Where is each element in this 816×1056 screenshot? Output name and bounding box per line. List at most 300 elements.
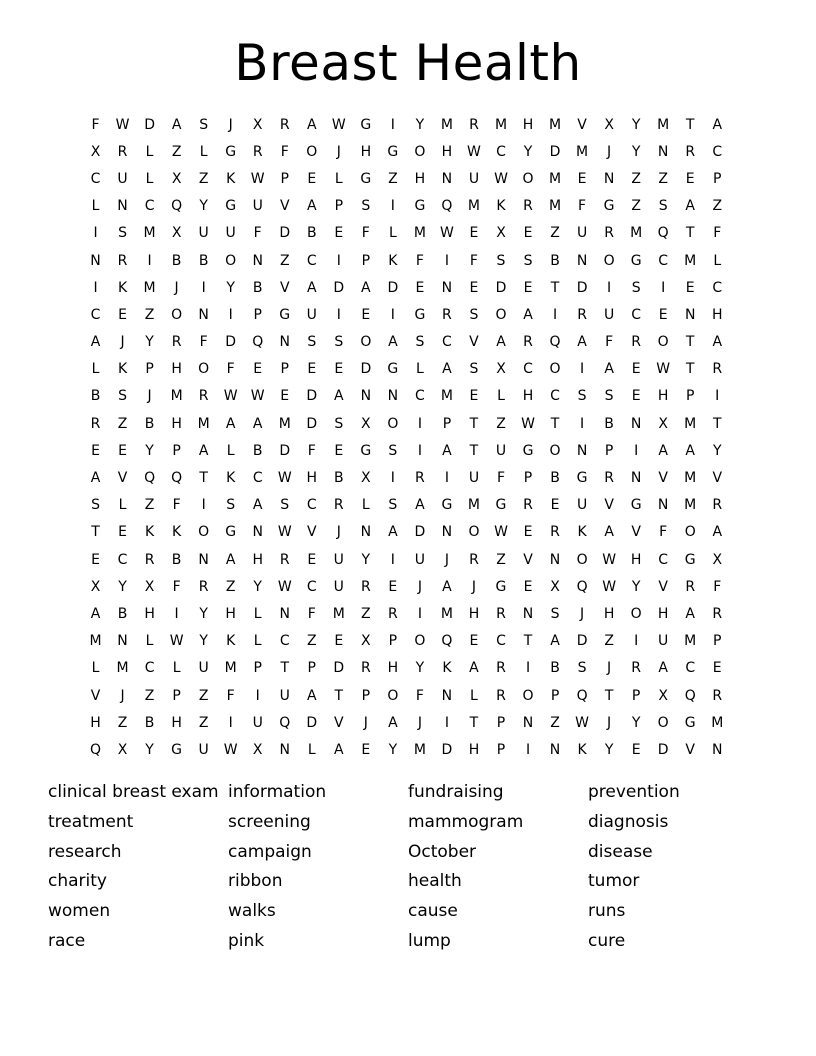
grid-letter[interactable]: R xyxy=(279,551,290,568)
grid-letter[interactable]: E xyxy=(523,279,533,296)
grid-letter[interactable]: S xyxy=(388,497,398,514)
grid-letter[interactable]: R xyxy=(712,497,723,514)
grid-letter[interactable]: Q xyxy=(549,334,561,351)
grid-letter[interactable]: K xyxy=(226,470,236,487)
grid-letter[interactable]: M xyxy=(89,633,102,650)
grid-letter[interactable]: L xyxy=(713,252,722,269)
grid-letter[interactable]: E xyxy=(118,306,127,323)
grid-letter[interactable]: O xyxy=(414,633,426,650)
grid-letter[interactable]: N xyxy=(441,279,453,296)
grid-letter[interactable]: Z xyxy=(712,198,723,215)
grid-letter[interactable]: E xyxy=(712,660,722,677)
grid-letter[interactable]: M xyxy=(332,605,345,622)
grid-letter[interactable]: T xyxy=(469,442,479,459)
grid-letter[interactable]: B xyxy=(306,225,317,242)
grid-letter[interactable]: N xyxy=(198,306,209,323)
grid-letter[interactable]: Y xyxy=(253,578,262,595)
grid-letter[interactable]: N xyxy=(441,170,453,187)
grid-letter[interactable]: E xyxy=(91,551,100,568)
grid-letter[interactable]: X xyxy=(496,361,506,378)
grid-letter[interactable]: L xyxy=(253,633,262,650)
grid-letter[interactable]: V xyxy=(90,687,101,704)
grid-letter[interactable]: V xyxy=(279,198,290,215)
grid-letter[interactable]: U xyxy=(603,306,615,323)
grid-letter[interactable]: U xyxy=(468,470,480,487)
grid-letter[interactable]: P xyxy=(145,361,154,378)
grid-letter[interactable]: O xyxy=(198,524,210,541)
grid-letter[interactable]: N xyxy=(522,714,534,731)
grid-letter[interactable]: U xyxy=(198,741,209,758)
grid-letter[interactable]: S xyxy=(631,279,641,296)
grid-letter[interactable]: A xyxy=(523,306,533,323)
grid-letter[interactable]: U xyxy=(117,170,128,187)
grid-letter[interactable]: O xyxy=(360,334,372,351)
grid-letter[interactable]: V xyxy=(523,551,533,568)
grid-letter[interactable]: A xyxy=(604,524,614,541)
grid-letter[interactable]: M xyxy=(467,497,480,514)
grid-letter[interactable]: K xyxy=(496,198,506,215)
grid-letter[interactable]: I xyxy=(390,306,395,323)
grid-letter[interactable]: E xyxy=(469,388,479,405)
grid-letter[interactable]: B xyxy=(198,252,209,269)
grid-letter[interactable]: M xyxy=(197,415,210,432)
grid-letter[interactable]: E xyxy=(685,170,695,187)
grid-letter[interactable]: A xyxy=(388,714,398,731)
grid-letter[interactable]: R xyxy=(415,470,425,487)
grid-letter[interactable]: A xyxy=(90,334,101,351)
grid-letter[interactable]: C xyxy=(496,143,506,160)
grid-letter[interactable]: Z xyxy=(144,687,155,704)
grid-letter[interactable]: C xyxy=(523,361,533,378)
grid-letter[interactable]: T xyxy=(685,116,695,133)
grid-letter[interactable]: R xyxy=(631,334,641,351)
grid-letter[interactable]: F xyxy=(199,334,208,351)
grid-letter[interactable]: G xyxy=(225,143,237,160)
grid-letter[interactable]: Z xyxy=(604,633,614,650)
grid-letter[interactable]: A xyxy=(225,551,236,568)
grid-letter[interactable]: Y xyxy=(118,578,127,595)
grid-letter[interactable]: A xyxy=(306,116,317,133)
grid-letter[interactable]: L xyxy=(91,361,100,378)
grid-letter[interactable]: H xyxy=(252,551,263,568)
grid-letter[interactable]: C xyxy=(712,143,723,160)
grid-letter[interactable]: N xyxy=(441,524,453,541)
grid-letter[interactable]: C xyxy=(712,279,723,296)
grid-letter[interactable]: I xyxy=(174,605,179,622)
grid-letter[interactable]: K xyxy=(226,170,236,187)
grid-letter[interactable]: I xyxy=(552,306,558,323)
grid-letter[interactable]: I xyxy=(390,551,395,568)
grid-letter[interactable]: I xyxy=(390,198,395,215)
grid-letter[interactable]: R xyxy=(523,497,533,514)
grid-letter[interactable]: J xyxy=(147,388,152,405)
grid-letter[interactable]: X xyxy=(658,415,668,432)
grid-letter[interactable]: W xyxy=(521,415,535,432)
grid-letter[interactable]: A xyxy=(685,198,695,215)
grid-letter[interactable]: D xyxy=(333,279,345,296)
grid-letter[interactable]: Y xyxy=(415,660,425,677)
grid-letter[interactable]: O xyxy=(603,252,615,269)
grid-letter[interactable]: I xyxy=(444,252,449,269)
grid-letter[interactable]: S xyxy=(361,198,371,215)
grid-letter[interactable]: I xyxy=(93,279,98,296)
grid-letter[interactable]: J xyxy=(174,279,179,296)
grid-letter[interactable]: B xyxy=(252,442,263,459)
grid-letter[interactable]: M xyxy=(224,660,237,677)
grid-letter[interactable]: U xyxy=(333,578,344,595)
grid-letter[interactable]: U xyxy=(279,687,290,704)
grid-letter[interactable]: S xyxy=(496,252,506,269)
grid-letter[interactable]: I xyxy=(255,687,260,704)
grid-letter[interactable]: G xyxy=(279,306,291,323)
grid-letter[interactable]: N xyxy=(279,741,290,758)
grid-letter[interactable]: I xyxy=(228,306,233,323)
grid-letter[interactable]: F xyxy=(415,687,424,704)
grid-letter[interactable]: Z xyxy=(279,252,290,269)
grid-letter[interactable]: A xyxy=(712,524,723,541)
grid-letter[interactable]: Z xyxy=(117,714,128,731)
grid-letter[interactable]: F xyxy=(280,143,289,160)
grid-letter[interactable]: P xyxy=(253,306,262,323)
grid-letter[interactable]: L xyxy=(199,143,208,160)
grid-letter[interactable]: C xyxy=(144,198,155,215)
grid-letter[interactable]: G xyxy=(603,198,615,215)
grid-letter[interactable]: X xyxy=(252,741,263,758)
grid-letter[interactable]: R xyxy=(198,388,209,405)
grid-letter[interactable]: D xyxy=(441,741,453,758)
grid-letter[interactable]: M xyxy=(657,116,670,133)
grid-letter[interactable]: N xyxy=(684,306,696,323)
grid-letter[interactable]: N xyxy=(576,442,588,459)
grid-letter[interactable]: W xyxy=(250,388,265,405)
grid-letter[interactable]: S xyxy=(280,497,290,514)
grid-letter[interactable]: V xyxy=(712,470,723,487)
grid-letter[interactable]: Z xyxy=(550,225,560,242)
grid-letter[interactable]: E xyxy=(253,361,263,378)
grid-letter[interactable]: Y xyxy=(145,741,154,758)
grid-letter[interactable]: D xyxy=(306,388,318,405)
grid-letter[interactable]: D xyxy=(225,334,237,351)
grid-letter[interactable]: H xyxy=(360,143,372,160)
grid-letter[interactable]: E xyxy=(469,279,479,296)
grid-letter[interactable]: A xyxy=(252,497,263,514)
grid-letter[interactable]: Y xyxy=(199,633,208,650)
grid-letter[interactable]: V xyxy=(685,741,695,758)
grid-letter[interactable]: W xyxy=(277,578,292,595)
grid-letter[interactable]: E xyxy=(118,442,127,459)
grid-letter[interactable]: H xyxy=(171,361,182,378)
grid-letter[interactable]: C xyxy=(415,388,425,405)
grid-letter[interactable]: Q xyxy=(279,714,291,731)
grid-letter[interactable]: Y xyxy=(631,578,641,595)
grid-letter[interactable]: N xyxy=(360,524,372,541)
grid-letter[interactable]: R xyxy=(360,660,371,677)
grid-letter[interactable]: G xyxy=(360,442,372,459)
grid-letter[interactable]: M xyxy=(278,415,291,432)
grid-letter[interactable]: X xyxy=(496,225,506,242)
grid-letter[interactable]: V xyxy=(279,279,290,296)
grid-letter[interactable]: O xyxy=(549,442,561,459)
grid-letter[interactable]: C xyxy=(658,252,669,269)
grid-letter[interactable]: A xyxy=(712,334,723,351)
grid-letter[interactable]: T xyxy=(469,714,479,731)
grid-letter[interactable]: A xyxy=(442,442,452,459)
grid-letter[interactable]: M xyxy=(440,388,453,405)
grid-letter[interactable]: L xyxy=(91,198,100,215)
grid-letter[interactable]: S xyxy=(199,116,209,133)
grid-letter[interactable]: S xyxy=(658,198,668,215)
grid-letter[interactable]: A xyxy=(550,633,560,650)
grid-letter[interactable]: V xyxy=(658,470,668,487)
grid-letter[interactable]: U xyxy=(468,170,480,187)
grid-letter[interactable]: P xyxy=(334,198,344,215)
grid-letter[interactable]: E xyxy=(685,279,695,296)
grid-letter[interactable]: W xyxy=(223,741,238,758)
grid-letter[interactable]: R xyxy=(604,470,614,487)
grid-letter[interactable]: F xyxy=(91,116,100,133)
grid-letter[interactable]: N xyxy=(279,334,290,351)
grid-letter[interactable]: B xyxy=(171,252,182,269)
grid-letter[interactable]: F xyxy=(605,334,614,351)
grid-letter[interactable]: K xyxy=(577,524,587,541)
grid-letter[interactable]: F xyxy=(307,605,316,622)
grid-letter[interactable]: N xyxy=(603,170,615,187)
grid-letter[interactable]: G xyxy=(522,442,534,459)
grid-letter[interactable]: C xyxy=(658,551,669,568)
grid-letter[interactable]: A xyxy=(658,660,668,677)
grid-letter[interactable]: H xyxy=(468,605,480,622)
grid-letter[interactable]: E xyxy=(361,306,371,323)
grid-letter[interactable]: S xyxy=(604,388,614,405)
grid-letter[interactable]: J xyxy=(336,524,341,541)
grid-letter[interactable]: Z xyxy=(550,714,560,731)
grid-letter[interactable]: L xyxy=(226,442,235,459)
grid-letter[interactable]: P xyxy=(685,388,695,405)
grid-letter[interactable]: J xyxy=(120,334,125,351)
grid-letter[interactable]: Y xyxy=(631,143,641,160)
grid-letter[interactable]: R xyxy=(550,524,560,541)
grid-letter[interactable]: L xyxy=(118,497,127,514)
grid-letter[interactable]: A xyxy=(442,361,452,378)
grid-letter[interactable]: Y xyxy=(631,714,641,731)
grid-letter[interactable]: N xyxy=(657,497,669,514)
grid-letter[interactable]: G xyxy=(630,497,642,514)
grid-letter[interactable]: G xyxy=(684,551,696,568)
grid-letter[interactable]: S xyxy=(550,605,560,622)
grid-letter[interactable]: B xyxy=(144,415,155,432)
grid-letter[interactable]: H xyxy=(144,605,155,622)
grid-letter[interactable]: V xyxy=(631,524,641,541)
grid-letter[interactable]: R xyxy=(496,605,506,622)
grid-letter[interactable]: R xyxy=(631,660,641,677)
grid-letter[interactable]: M xyxy=(413,741,426,758)
grid-letter[interactable]: X xyxy=(361,633,371,650)
grid-letter[interactable]: W xyxy=(602,578,617,595)
grid-letter[interactable]: C xyxy=(306,252,317,269)
grid-letter[interactable]: J xyxy=(417,578,422,595)
grid-letter[interactable]: W xyxy=(277,470,292,487)
grid-letter[interactable]: O xyxy=(684,524,696,541)
grid-letter[interactable]: Q xyxy=(441,198,453,215)
grid-letter[interactable]: F xyxy=(307,442,316,459)
grid-letter[interactable]: Y xyxy=(145,442,154,459)
grid-letter[interactable]: P xyxy=(496,741,506,758)
grid-letter[interactable]: S xyxy=(415,334,425,351)
grid-letter[interactable]: N xyxy=(360,388,372,405)
grid-letter[interactable]: Z xyxy=(631,198,641,215)
grid-letter[interactable]: X xyxy=(252,116,263,133)
grid-letter[interactable]: Z xyxy=(144,497,155,514)
grid-letter[interactable]: Q xyxy=(171,198,183,215)
grid-letter[interactable]: E xyxy=(118,524,127,541)
grid-letter[interactable]: M xyxy=(576,143,589,160)
grid-letter[interactable]: K xyxy=(172,524,182,541)
grid-letter[interactable]: G xyxy=(360,170,372,187)
grid-letter[interactable]: W xyxy=(440,225,454,242)
grid-letter[interactable]: I xyxy=(93,225,98,242)
grid-letter[interactable]: J xyxy=(607,714,612,731)
grid-letter[interactable]: P xyxy=(253,660,262,677)
grid-letter[interactable]: Y xyxy=(631,116,641,133)
grid-letter[interactable]: S xyxy=(388,442,398,459)
grid-letter[interactable]: O xyxy=(198,361,210,378)
grid-letter[interactable]: W xyxy=(494,524,508,541)
grid-letter[interactable]: I xyxy=(444,470,449,487)
grid-letter[interactable]: Z xyxy=(144,306,155,323)
grid-letter[interactable]: Q xyxy=(90,741,102,758)
grid-letter[interactable]: I xyxy=(634,442,639,459)
grid-letter[interactable]: W xyxy=(575,714,589,731)
grid-letter[interactable]: H xyxy=(630,551,642,568)
grid-letter[interactable]: G xyxy=(387,361,399,378)
grid-letter[interactable]: I xyxy=(417,415,422,432)
grid-letter[interactable]: F xyxy=(713,578,722,595)
grid-letter[interactable]: Z xyxy=(388,170,398,187)
grid-letter[interactable]: Z xyxy=(658,170,668,187)
grid-letter[interactable]: N xyxy=(252,252,263,269)
grid-letter[interactable]: P xyxy=(713,633,722,650)
grid-letter[interactable]: R xyxy=(712,361,723,378)
grid-letter[interactable]: G xyxy=(576,470,588,487)
grid-letter[interactable]: F xyxy=(226,687,235,704)
grid-letter[interactable]: Z xyxy=(306,633,317,650)
grid-letter[interactable]: N xyxy=(279,605,290,622)
grid-letter[interactable]: S xyxy=(91,497,100,514)
grid-letter[interactable]: B xyxy=(117,605,128,622)
grid-letter[interactable]: I xyxy=(715,388,720,405)
grid-letter[interactable]: Z xyxy=(631,170,641,187)
grid-letter[interactable]: P xyxy=(172,687,181,704)
grid-letter[interactable]: K xyxy=(388,252,398,269)
grid-letter[interactable]: Z xyxy=(496,551,506,568)
grid-letter[interactable]: Q xyxy=(171,470,183,487)
grid-letter[interactable]: X xyxy=(361,470,371,487)
grid-letter[interactable]: F xyxy=(253,225,262,242)
grid-letter[interactable]: M xyxy=(549,116,562,133)
grid-letter[interactable]: N xyxy=(90,252,101,269)
grid-letter[interactable]: O xyxy=(414,143,426,160)
grid-letter[interactable]: Q xyxy=(441,633,453,650)
grid-letter[interactable]: V xyxy=(577,116,587,133)
grid-letter[interactable]: B xyxy=(144,714,155,731)
grid-letter[interactable]: W xyxy=(169,633,184,650)
grid-letter[interactable]: F xyxy=(172,497,181,514)
grid-letter[interactable]: L xyxy=(145,633,154,650)
grid-letter[interactable]: T xyxy=(550,279,560,296)
grid-letter[interactable]: B xyxy=(252,279,263,296)
grid-letter[interactable]: L xyxy=(415,361,424,378)
grid-letter[interactable]: L xyxy=(253,605,262,622)
grid-letter[interactable]: H xyxy=(657,605,669,622)
grid-letter[interactable]: I xyxy=(580,361,585,378)
grid-letter[interactable]: T xyxy=(550,415,560,432)
grid-letter[interactable]: E xyxy=(631,361,641,378)
grid-letter[interactable]: T xyxy=(685,225,695,242)
grid-letter[interactable]: E xyxy=(91,442,100,459)
grid-letter[interactable]: B xyxy=(90,388,101,405)
grid-letter[interactable]: R xyxy=(469,551,479,568)
grid-letter[interactable]: E xyxy=(388,578,398,595)
grid-letter[interactable]: A xyxy=(334,741,344,758)
grid-letter[interactable]: B xyxy=(333,470,344,487)
grid-letter[interactable]: R xyxy=(171,334,182,351)
grid-letter[interactable]: H xyxy=(171,415,182,432)
grid-letter[interactable]: B xyxy=(550,660,560,677)
grid-letter[interactable]: R xyxy=(712,605,723,622)
grid-letter[interactable]: A xyxy=(388,524,398,541)
grid-letter[interactable]: V xyxy=(117,470,128,487)
grid-letter[interactable]: D xyxy=(360,361,372,378)
grid-letter[interactable]: M xyxy=(549,170,562,187)
grid-letter[interactable]: A xyxy=(225,415,236,432)
grid-letter[interactable]: O xyxy=(387,415,399,432)
grid-letter[interactable]: E xyxy=(415,279,425,296)
grid-letter[interactable]: F xyxy=(361,225,370,242)
grid-letter[interactable]: H xyxy=(90,714,101,731)
grid-letter[interactable]: Y xyxy=(199,198,208,215)
grid-letter[interactable]: R xyxy=(496,687,506,704)
grid-letter[interactable]: F xyxy=(226,361,235,378)
grid-letter[interactable]: H xyxy=(603,605,615,622)
grid-letter[interactable]: C xyxy=(306,497,317,514)
grid-letter[interactable]: Y xyxy=(226,279,235,296)
grid-letter[interactable]: D xyxy=(333,660,345,677)
grid-letter[interactable]: E xyxy=(631,741,641,758)
grid-letter[interactable]: Y xyxy=(361,551,371,568)
grid-letter[interactable]: O xyxy=(468,524,480,541)
grid-letter[interactable]: C xyxy=(144,660,155,677)
grid-letter[interactable]: D xyxy=(279,225,291,242)
grid-letter[interactable]: C xyxy=(442,334,452,351)
grid-letter[interactable]: C xyxy=(117,551,128,568)
grid-letter[interactable]: R xyxy=(685,578,696,595)
grid-letter[interactable]: K xyxy=(577,741,587,758)
grid-letter[interactable]: S xyxy=(118,388,127,405)
grid-letter[interactable]: L xyxy=(361,497,370,514)
grid-letter[interactable]: K xyxy=(117,361,128,378)
grid-letter[interactable]: B xyxy=(604,415,614,432)
grid-letter[interactable]: D xyxy=(549,143,561,160)
grid-letter[interactable]: H xyxy=(657,388,669,405)
grid-letter[interactable]: M xyxy=(684,497,697,514)
grid-letter[interactable]: E xyxy=(523,578,533,595)
grid-letter[interactable]: I xyxy=(336,306,341,323)
grid-letter[interactable]: Y xyxy=(415,116,425,133)
grid-letter[interactable]: W xyxy=(277,524,292,541)
grid-letter[interactable]: Y xyxy=(712,442,722,459)
grid-letter[interactable]: M xyxy=(684,470,697,487)
grid-letter[interactable]: W xyxy=(656,361,671,378)
